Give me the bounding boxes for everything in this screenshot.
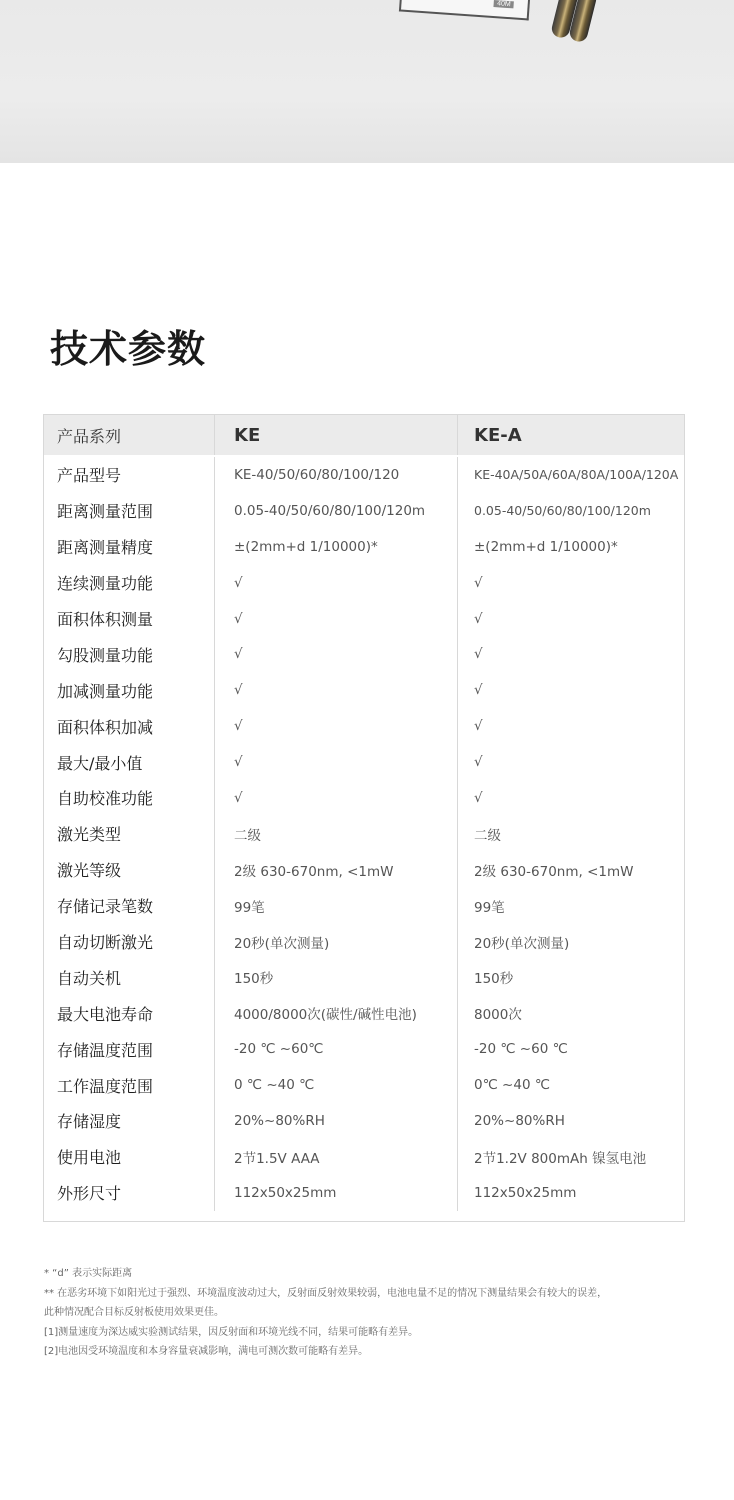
footnote-line: * “d” 表示实际距离 xyxy=(44,1268,133,1279)
spec-value-ke-a: 99笔 xyxy=(474,899,505,916)
header-ke: KE xyxy=(215,415,458,455)
table-row xyxy=(44,601,684,637)
table-row xyxy=(44,995,684,1031)
spec-value-ke: 112x50x25mm xyxy=(215,1175,458,1211)
spec-value-ke: -20 ℃ ~60℃ xyxy=(215,1031,458,1067)
spec-value-ke-a: √ xyxy=(474,610,483,627)
spec-value-ke-a: 2节1.2V 800mAh 镍氢电池 xyxy=(474,1150,647,1167)
table-row xyxy=(44,888,684,924)
table-row xyxy=(44,816,684,852)
spec-label: 存储湿度 xyxy=(44,1103,215,1139)
spec-value-ke-a: 8000次 xyxy=(474,1007,522,1024)
spec-value-ke-a: 150秒 xyxy=(474,971,514,988)
spec-table-body xyxy=(44,455,684,1221)
footnote-line: 此种情况配合目标反射板使用效果更佳。 xyxy=(44,1307,224,1318)
spec-label: 勾股测量功能 xyxy=(44,636,215,672)
table-row xyxy=(44,780,684,816)
table-row xyxy=(44,1175,684,1211)
table-row xyxy=(44,959,684,995)
spec-label: 面积体积加减 xyxy=(44,708,215,744)
header-series: 产品系列 xyxy=(44,415,215,455)
spec-label: 连续测量功能 xyxy=(44,565,215,601)
spec-value-ke: ±(2mm+d 1/10000)* xyxy=(215,529,458,565)
spec-value-ke: √ xyxy=(215,672,458,708)
spec-label: 自动关机 xyxy=(44,959,215,995)
spec-value-ke-a: 20秒(单次测量) xyxy=(474,935,570,952)
footnote-line: ** 在恶劣环境下如阳光过于强烈、环境温度波动过大，反射面反射效果较弱，电池电量不足的情况下测量结果会有较大的误差， xyxy=(44,1287,608,1299)
spec-value-ke: 99笔 xyxy=(215,888,458,924)
table-row xyxy=(44,672,684,708)
table-row xyxy=(44,529,684,565)
table-row xyxy=(44,744,684,780)
spec-label: 工作温度范围 xyxy=(44,1067,215,1103)
spec-label: 加减测量功能 xyxy=(44,672,215,708)
spec-label: 距离测量范围 xyxy=(44,493,215,529)
spec-value-ke: 4000/8000次(碳性/碱性电池) xyxy=(215,995,458,1031)
footnote-line: [1]测量速度为深达威实验测试结果，因反射面和环境光线不同，结果可能略有差异。 xyxy=(44,1326,419,1338)
spec-value-ke: √ xyxy=(215,744,458,780)
table-row xyxy=(44,493,684,529)
spec-label: 产品型号 xyxy=(44,457,215,493)
table-row xyxy=(44,457,684,493)
spec-value-ke: √ xyxy=(215,708,458,744)
spec-value-ke-a: √ xyxy=(474,646,483,663)
spec-label: 存储记录笔数 xyxy=(44,888,215,924)
table-row xyxy=(44,708,684,744)
spec-label: 外形尺寸 xyxy=(44,1175,215,1211)
spec-value-ke-a: 0℃ ~40 ℃ xyxy=(474,1077,550,1094)
spec-table-header xyxy=(44,415,684,455)
spec-value-ke-a: √ xyxy=(474,682,483,699)
table-row xyxy=(44,1139,684,1175)
spec-value-ke-a: 2级 630-670nm, <1mW xyxy=(474,863,634,880)
spec-value-ke: 0 ℃ ~40 ℃ xyxy=(215,1067,458,1103)
spec-label: 面积体积测量 xyxy=(44,601,215,637)
spec-value-ke: √ xyxy=(215,565,458,601)
spec-value-ke: 150秒 xyxy=(215,959,458,995)
spec-value-ke: 0.05-40/50/60/80/100/120m xyxy=(215,493,458,529)
spec-value-ke-a: 20%~80%RH xyxy=(474,1112,565,1129)
spec-value-ke: √ xyxy=(215,601,458,637)
table-row xyxy=(44,565,684,601)
table-row xyxy=(44,1031,684,1067)
spec-value-ke: √ xyxy=(215,636,458,672)
spec-value-ke-a: √ xyxy=(474,789,483,806)
table-row xyxy=(44,852,684,888)
spec-label: 存储温度范围 xyxy=(44,1031,215,1067)
spec-label: 距离测量精度 xyxy=(44,529,215,565)
product-hero-image xyxy=(0,0,734,163)
spec-value-ke: KE-40/50/60/80/100/120 xyxy=(215,457,458,493)
device-range-tag: 40M xyxy=(494,0,514,8)
spec-label: 最大/最小值 xyxy=(44,744,215,780)
page-title: 技术参数 xyxy=(50,327,207,371)
table-row xyxy=(44,924,684,960)
spec-value-ke-a: ±(2mm+d 1/10000)* xyxy=(474,538,618,555)
spec-value-ke-a: KE-40A/50A/60A/80A/100A/120A xyxy=(474,467,679,483)
spec-value-ke-a: √ xyxy=(474,718,483,735)
spec-table xyxy=(43,414,685,1222)
spec-label: 激光类型 xyxy=(44,816,215,852)
spec-label: 最大电池寿命 xyxy=(44,995,215,1031)
spec-value-ke-a: -20 ℃ ~60 ℃ xyxy=(474,1041,568,1058)
spec-value-ke: √ xyxy=(215,780,458,816)
footnote-line: [2]电池因受环境温度和本身容量衰减影响，满电可测次数可能略有差异。 xyxy=(44,1346,369,1357)
spec-label: 自动切断激光 xyxy=(44,924,215,960)
table-row xyxy=(44,1103,684,1139)
header-ke-a: KE-A xyxy=(474,424,522,446)
spec-label: 激光等级 xyxy=(44,852,215,888)
footnotes xyxy=(44,1264,684,1362)
spec-label: 使用电池 xyxy=(44,1139,215,1175)
laser-meter-device xyxy=(399,0,531,20)
spec-value-ke: 2节1.5V AAA xyxy=(215,1139,458,1175)
spec-value-ke-a: 0.05-40/50/60/80/100/120m xyxy=(474,503,651,519)
spec-value-ke-a: √ xyxy=(474,754,483,771)
table-row xyxy=(44,636,684,672)
spec-value-ke-a: 二级 xyxy=(474,827,501,844)
table-row xyxy=(44,1067,684,1103)
spec-value-ke: 20%~80%RH xyxy=(215,1103,458,1139)
spec-value-ke: 二级 xyxy=(215,816,458,852)
spec-value-ke: 2级 630-670nm, <1mW xyxy=(215,852,458,888)
spec-label: 自助校准功能 xyxy=(44,780,215,816)
spec-value-ke-a: 112x50x25mm xyxy=(474,1184,577,1201)
spec-value-ke-a: √ xyxy=(474,574,483,591)
spec-value-ke: 20秒(单次测量) xyxy=(215,924,458,960)
